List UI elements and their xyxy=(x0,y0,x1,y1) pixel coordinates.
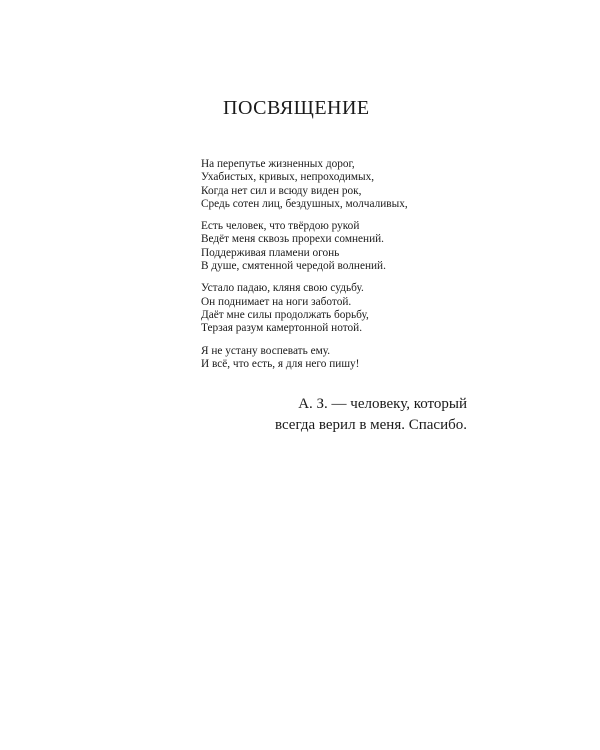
stanza-1 xyxy=(201,158,501,211)
dedication xyxy=(275,394,467,436)
poem-line: На перепутье жизненных дорог, xyxy=(201,158,355,170)
dedication-line-2: всегда верил в меня. Спасибо. xyxy=(274,417,467,433)
poem-line: Средь сотен лиц, бездушных, молчаливых, xyxy=(201,197,408,210)
poem-line: В душе, смятенной чередой волнений. xyxy=(201,260,386,273)
page-title: ПОСВЯЩЕНИЕ xyxy=(223,97,370,119)
poem-line: Есть человек, что твёрдою рукой xyxy=(201,220,360,233)
poem-line: Когда нет сил и всюду виден рок, xyxy=(201,184,362,197)
stanza-3 xyxy=(201,282,501,335)
poem-line: Ухабистых, кривых, непроходимых, xyxy=(201,171,375,184)
stanza-2 xyxy=(201,220,501,273)
poem-line: Устало падаю, кляня свою судьбу. xyxy=(201,282,364,295)
poem-line: Я не устану воспевать ему. xyxy=(201,344,331,357)
poem-line: Поддерживая пламени огонь xyxy=(201,246,340,259)
poem-line: Он поднимает на ноги заботой. xyxy=(201,295,352,308)
stanza-4 xyxy=(201,345,501,372)
dedication-line-1: А. З. — человеку, который xyxy=(298,396,467,412)
poem-line: Терзая разум камертонной нотой. xyxy=(201,322,363,335)
poem-line: И всё, что есть, я для него пишу! xyxy=(201,357,360,370)
poem xyxy=(201,158,501,380)
poem-line: Ведёт меня сквозь прорехи сомнений. xyxy=(201,233,384,246)
poem-line: Даёт мне силы продолжать борьбу, xyxy=(201,308,369,321)
